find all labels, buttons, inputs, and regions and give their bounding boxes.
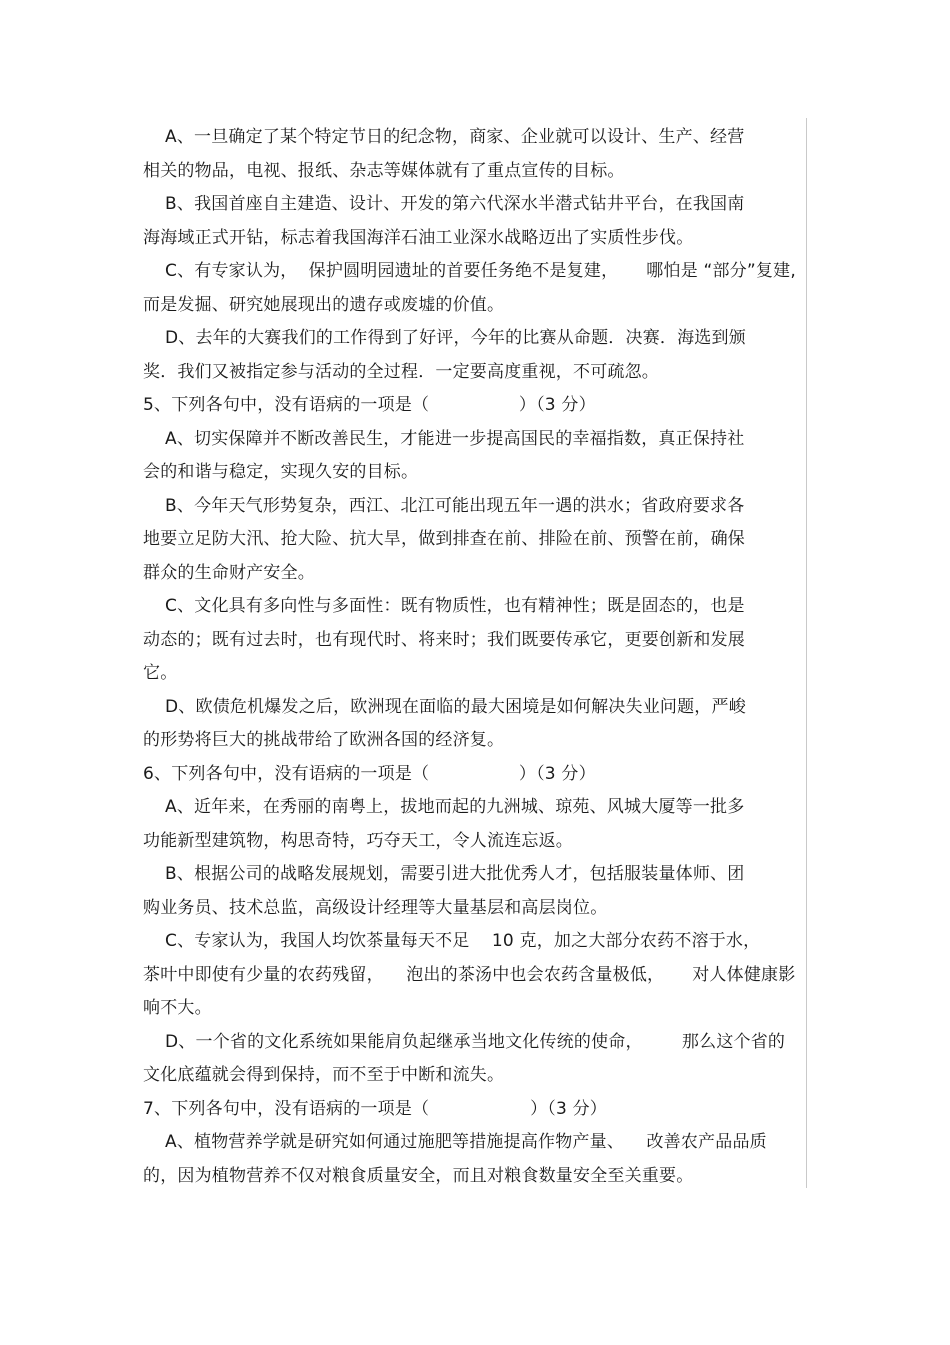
text-line: B、今年天气形势复杂，西江、北江可能出现五年一遇的洪水；省政府要求各 xyxy=(165,495,745,516)
text-line: C、专家认为，我国人均饮茶量每天不足 10 克，加之大部分农药不溶于水， xyxy=(165,931,761,951)
text-line: 地要立足防大汛、抢大险、抗大旱，做到排查在前、排险在前、预警在前，确保 xyxy=(143,529,745,549)
text-line: 购业务员、技术总监，高级设计经理等大量基层和高层岗位。 xyxy=(143,897,608,918)
text-line: C、文化具有多向性与多面性：既有物质性，也有精神性；既是固态的，也是 xyxy=(165,596,745,616)
text-line: A、切实保障并不断改善民生，才能进一步提高国民的幸福指数，真正保持社 xyxy=(165,428,745,449)
text-line: 5、下列各句中，没有语病的一项是（ ）（3 分） xyxy=(143,395,596,415)
text-line: 动态的；既有过去时，也有现代时、将来时；我们既要传承它，更要创新和发展 xyxy=(143,629,745,650)
text-line: 它。 xyxy=(143,663,178,683)
document-body xyxy=(143,121,805,1193)
text-line: 6、下列各句中，没有语病的一项是（ ）（3 分） xyxy=(143,763,596,784)
text-line: B、我国首座自主建造、设计、开发的第六代深水半潜式钻井平台，在我国南 xyxy=(165,194,745,214)
text-line: 文化底蕴就会得到保持，而不至于中断和流失。 xyxy=(143,1065,505,1085)
text-line: 相关的物品，电视、报纸、杂志等媒体就有了重点宣传的目标。 xyxy=(143,160,625,181)
text-line: D、去年的大赛我们的工作得到了好评，今年的比赛从命题．决赛．海选到颁 xyxy=(165,328,746,348)
text-line: 奖．我们又被指定参与活动的全过程．一定要高度重视，不可疏忽。 xyxy=(143,361,659,382)
text-line: A、植物营养学就是研究如何通过施肥等措施提高作物产量、 改善农产品品质 xyxy=(165,1132,767,1152)
text-line: A、近年来，在秀丽的南粤上，拔地而起的九洲城、琼苑、风城大厦等一批多 xyxy=(165,797,745,817)
text-line: 功能新型建筑物，构思奇特，巧夺天工，令人流连忘返。 xyxy=(143,830,573,851)
text-line: C、有专家认为， 保护圆明园遗址的首要任务绝不是复建， 哪怕是 “部分”复建, xyxy=(165,261,796,281)
text-line: 的，因为植物营养不仅对粮食质量安全，而且对粮食数量安全至关重要。 xyxy=(143,1165,694,1186)
text-line: 而是发掘、研究她展现出的遗存或废墟的价值。 xyxy=(143,294,505,315)
text-line: B、根据公司的战略发展规划，需要引进大批优秀人才，包括服装量体师、团 xyxy=(165,864,745,884)
page-border-right xyxy=(806,118,807,1188)
text-line: A、一旦确定了某个特定节日的纪念物，商家、企业就可以设计、生产、经营 xyxy=(165,127,745,147)
text-line: D、欧债危机爆发之后，欧洲现在面临的最大困境是如何解决失业问题，严峻 xyxy=(165,696,746,717)
text-line: 会的和谐与稳定，实现久安的目标。 xyxy=(143,462,419,482)
text-line: 海海域正式开钻，标志着我国海洋石油工业深水战略迈出了实质性步伐。 xyxy=(143,227,694,248)
text-line: D、一个省的文化系统如果能肩负起继承当地文化传统的使命， 那么这个省的 xyxy=(165,1031,786,1052)
text-line: 茶叶中即使有少量的农药残留， 泡出的茶汤中也会农药含量极低， 对人体健康影 xyxy=(143,964,796,985)
text-line: 响不大。 xyxy=(143,998,212,1018)
text-line: 的形势将巨大的挑战带给了欧洲各国的经济复。 xyxy=(143,730,505,750)
text-line: 群众的生命财产安全。 xyxy=(143,562,315,583)
text-line: 7、下列各句中，没有语病的一项是（ ）（3 分） xyxy=(143,1098,608,1119)
